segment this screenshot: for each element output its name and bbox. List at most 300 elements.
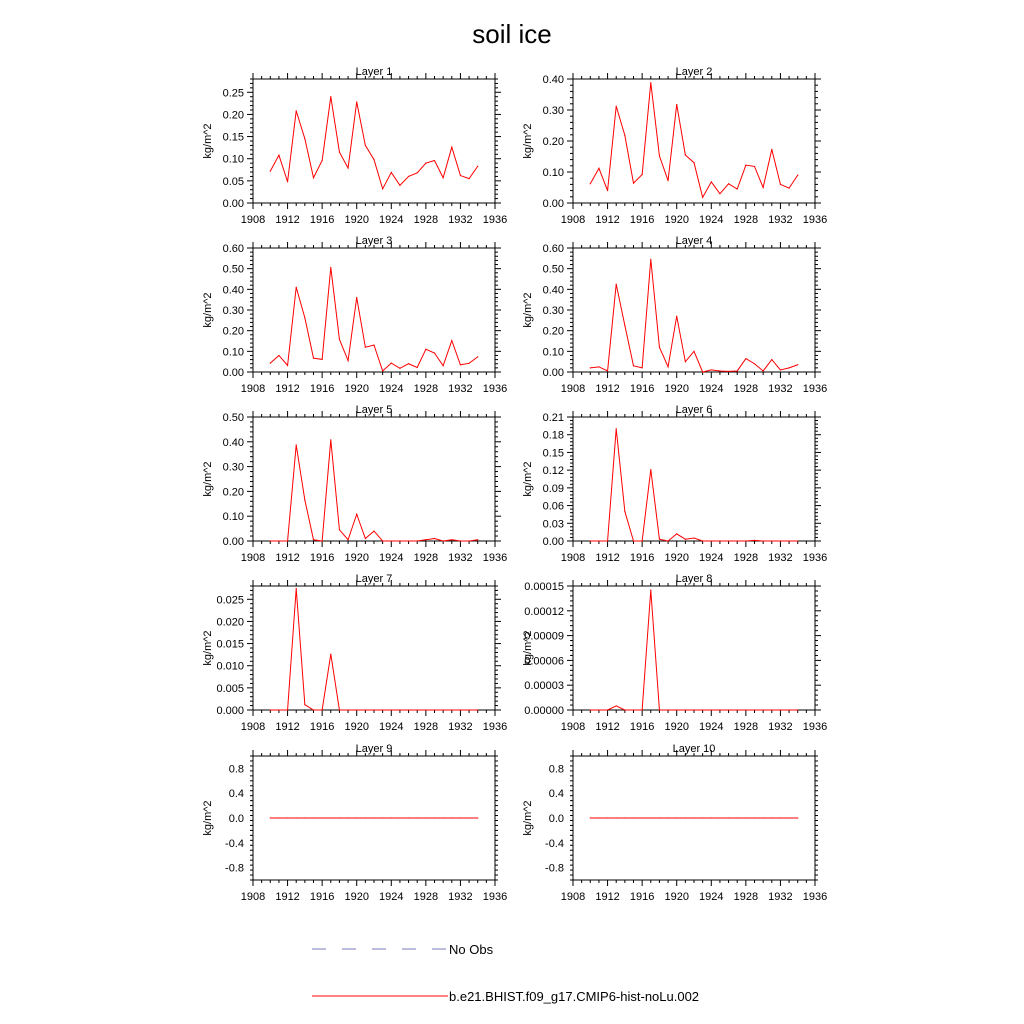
y-axis-label: kg/m^2 xyxy=(522,292,534,328)
data-point xyxy=(693,162,694,163)
plot-frame xyxy=(573,79,815,203)
data-point xyxy=(278,709,279,710)
x-tick-label: 1920 xyxy=(664,552,689,564)
panel-layer-2 xyxy=(522,66,827,226)
panel-title: Layer 4 xyxy=(675,235,713,247)
panel-title: Layer 5 xyxy=(355,404,393,416)
y-axis-label: kg/m^2 xyxy=(202,123,214,159)
data-point xyxy=(607,817,608,818)
x-tick-label: 1912 xyxy=(595,721,620,733)
x-tick-label: 1908 xyxy=(240,721,266,733)
y-tick-label: 0.30 xyxy=(222,461,244,474)
y-tick-label: 0.10 xyxy=(542,346,564,359)
x-tick-label: 1912 xyxy=(275,721,300,733)
data-point xyxy=(788,367,789,368)
data-point xyxy=(287,181,288,182)
data-point xyxy=(287,817,288,818)
y-tick-label: 0.20 xyxy=(542,136,564,148)
data-point xyxy=(685,539,686,540)
data-point xyxy=(373,159,374,160)
y-tick-label: 0.50 xyxy=(542,263,564,276)
y-tick-label: 0.40 xyxy=(222,284,244,297)
data-point xyxy=(425,817,426,818)
data-point xyxy=(771,817,772,818)
x-tick-label: 1928 xyxy=(413,214,439,226)
y-tick-label: 0.8 xyxy=(228,763,244,776)
data-point xyxy=(425,709,426,710)
data-point xyxy=(339,817,340,818)
data-point xyxy=(624,709,625,710)
y-tick-label: 0.015 xyxy=(216,638,244,651)
data-point xyxy=(330,654,331,655)
y-tick-label: 0.010 xyxy=(216,660,244,673)
series-line xyxy=(590,259,797,372)
data-point xyxy=(356,709,357,710)
data-point xyxy=(693,709,694,710)
data-point xyxy=(667,817,668,818)
data-point xyxy=(763,709,764,710)
y-tick-label: 0.18 xyxy=(542,429,564,442)
data-point xyxy=(763,187,764,188)
data-point xyxy=(685,709,686,710)
y-tick-label: 0.30 xyxy=(542,105,564,117)
y-tick-label: 0.20 xyxy=(222,109,244,122)
data-point xyxy=(780,540,781,541)
data-point xyxy=(460,709,461,710)
data-point xyxy=(624,817,625,818)
series-line xyxy=(590,590,797,710)
data-point xyxy=(382,817,383,818)
x-tick-label: 1920 xyxy=(344,383,369,395)
data-point xyxy=(322,709,323,710)
data-point xyxy=(408,817,409,818)
data-point xyxy=(477,166,478,167)
series-line xyxy=(270,97,477,189)
y-tick-label: 0.8 xyxy=(548,763,564,776)
data-point xyxy=(339,529,340,530)
y-tick-label: 0.025 xyxy=(216,594,244,607)
data-point xyxy=(598,817,599,818)
data-point xyxy=(278,817,279,818)
y-tick-label: -0.4 xyxy=(225,837,244,850)
data-point xyxy=(780,184,781,185)
y-tick-label: 0.30 xyxy=(222,305,244,317)
panel-title: Layer 7 xyxy=(355,573,393,585)
data-point xyxy=(443,365,444,366)
y-tick-label: 0.60 xyxy=(222,243,244,255)
data-point xyxy=(728,371,729,372)
y-tick-label: 0.00009 xyxy=(524,630,564,643)
y-tick-label: 0.10 xyxy=(542,167,564,179)
data-point xyxy=(322,540,323,541)
data-point xyxy=(451,340,452,341)
panel-layer-8 xyxy=(522,573,827,733)
data-point xyxy=(711,369,712,370)
data-point xyxy=(780,369,781,370)
x-tick-label: 1936 xyxy=(802,552,828,564)
x-tick-label: 1908 xyxy=(240,891,266,903)
y-tick-label: 0.00000 xyxy=(524,705,564,717)
x-tick-label: 1924 xyxy=(699,721,724,733)
data-point xyxy=(771,540,772,541)
data-point xyxy=(434,817,435,818)
panel-layer-9 xyxy=(202,743,507,903)
x-tick-label: 1928 xyxy=(413,721,439,733)
data-point xyxy=(304,499,305,500)
data-point xyxy=(590,540,591,541)
data-point xyxy=(763,817,764,818)
y-axis-label: kg/m^2 xyxy=(522,630,534,666)
data-point xyxy=(278,540,279,541)
y-tick-label: 0.12 xyxy=(542,465,564,478)
x-tick-label: 1928 xyxy=(413,383,439,395)
data-point xyxy=(313,539,314,540)
data-point xyxy=(477,539,478,540)
y-tick-label: 0.40 xyxy=(542,284,564,297)
data-point xyxy=(633,365,634,366)
data-point xyxy=(728,183,729,184)
data-point xyxy=(719,193,720,194)
y-tick-label: 0.40 xyxy=(222,436,244,449)
panel-title: Layer 9 xyxy=(355,743,393,755)
data-point xyxy=(737,709,738,710)
data-point xyxy=(737,817,738,818)
x-tick-label: 1916 xyxy=(629,383,655,395)
data-point xyxy=(642,174,643,175)
y-tick-label: 0.0 xyxy=(548,813,564,825)
y-tick-label: 0.15 xyxy=(222,131,244,144)
x-tick-label: 1920 xyxy=(664,383,689,395)
panel-layer-4 xyxy=(522,235,827,395)
data-point xyxy=(616,817,617,818)
data-point xyxy=(702,817,703,818)
y-tick-label: 0.00 xyxy=(222,198,244,210)
data-point xyxy=(287,365,288,366)
data-point xyxy=(287,540,288,541)
x-tick-label: 1912 xyxy=(595,891,620,903)
data-point xyxy=(417,709,418,710)
data-point xyxy=(382,370,383,371)
data-point xyxy=(719,540,720,541)
x-tick-label: 1924 xyxy=(699,891,724,903)
data-point xyxy=(373,709,374,710)
data-point xyxy=(356,514,357,515)
data-point xyxy=(598,366,599,367)
data-point xyxy=(408,363,409,364)
data-point xyxy=(737,540,738,541)
x-tick-label: 1916 xyxy=(629,552,655,564)
data-point xyxy=(642,367,643,368)
y-tick-label: 0.20 xyxy=(222,325,244,338)
data-point xyxy=(607,540,608,541)
panel-title: Layer 10 xyxy=(672,743,716,755)
data-point xyxy=(365,538,366,539)
y-tick-label: 0.00003 xyxy=(524,680,564,693)
y-tick-label: 0.00 xyxy=(542,198,564,210)
panel-layer-7 xyxy=(202,573,507,733)
data-point xyxy=(616,106,617,107)
data-point xyxy=(322,160,323,161)
x-tick-label: 1936 xyxy=(482,891,508,903)
data-point xyxy=(771,359,772,360)
data-point xyxy=(676,316,677,317)
data-point xyxy=(693,817,694,818)
x-tick-label: 1936 xyxy=(482,552,508,564)
data-point xyxy=(693,351,694,352)
x-tick-label: 1920 xyxy=(664,721,689,733)
data-point xyxy=(417,817,418,818)
x-tick-label: 1932 xyxy=(448,214,473,226)
data-point xyxy=(788,709,789,710)
x-tick-label: 1928 xyxy=(733,721,759,733)
y-axis-label: kg/m^2 xyxy=(522,461,534,497)
data-point xyxy=(330,817,331,818)
legend-label-model: b.e21.BHIST.f09_g17.CMIP6-hist-noLu.002 xyxy=(449,989,700,1004)
data-point xyxy=(763,540,764,541)
x-tick-label: 1932 xyxy=(448,552,473,564)
data-point xyxy=(313,358,314,359)
data-point xyxy=(642,817,643,818)
data-point xyxy=(330,96,331,97)
data-point xyxy=(702,540,703,541)
x-tick-label: 1912 xyxy=(275,552,300,564)
data-point xyxy=(763,370,764,371)
data-point xyxy=(616,705,617,706)
y-tick-label: 0.0 xyxy=(228,813,244,825)
data-point xyxy=(728,709,729,710)
data-point xyxy=(650,590,651,591)
data-point xyxy=(771,709,772,710)
data-point xyxy=(270,817,271,818)
data-point xyxy=(590,367,591,368)
data-point xyxy=(797,175,798,176)
x-tick-label: 1912 xyxy=(595,383,620,395)
data-point xyxy=(598,540,599,541)
data-point xyxy=(347,167,348,168)
panel-layer-3 xyxy=(202,235,507,395)
x-tick-label: 1920 xyxy=(344,552,369,564)
data-point xyxy=(780,817,781,818)
data-point xyxy=(676,533,677,534)
data-point xyxy=(728,540,729,541)
data-point xyxy=(711,817,712,818)
data-point xyxy=(624,135,625,136)
data-point xyxy=(270,171,271,172)
x-tick-label: 1924 xyxy=(379,721,404,733)
y-tick-label: 0.00015 xyxy=(524,581,564,593)
y-axis-label: kg/m^2 xyxy=(202,800,214,836)
y-tick-label: 0.10 xyxy=(222,346,244,359)
plot-frame xyxy=(573,586,815,710)
data-point xyxy=(408,540,409,541)
data-point xyxy=(443,817,444,818)
y-tick-label: 0.50 xyxy=(222,412,244,424)
data-point xyxy=(425,349,426,350)
x-tick-label: 1928 xyxy=(733,552,759,564)
y-tick-label: 0.21 xyxy=(542,412,564,424)
data-point xyxy=(304,138,305,139)
data-point xyxy=(365,709,366,710)
data-point xyxy=(745,540,746,541)
data-point xyxy=(754,540,755,541)
data-point xyxy=(434,538,435,539)
data-point xyxy=(590,817,591,818)
data-point xyxy=(322,817,323,818)
x-tick-label: 1928 xyxy=(733,383,759,395)
data-point xyxy=(434,160,435,161)
data-point xyxy=(788,817,789,818)
data-point xyxy=(347,709,348,710)
data-point xyxy=(711,709,712,710)
x-tick-label: 1932 xyxy=(768,383,793,395)
x-tick-label: 1936 xyxy=(802,721,828,733)
data-point xyxy=(642,540,643,541)
data-point xyxy=(676,104,677,105)
legend xyxy=(312,942,699,1004)
y-axis-label: kg/m^2 xyxy=(202,630,214,666)
data-point xyxy=(676,817,677,818)
x-tick-label: 1916 xyxy=(629,891,655,903)
data-point xyxy=(443,177,444,178)
data-point xyxy=(399,540,400,541)
x-tick-label: 1912 xyxy=(595,552,620,564)
data-point xyxy=(270,540,271,541)
y-tick-label: 0.25 xyxy=(222,87,244,100)
data-point xyxy=(607,190,608,191)
data-point xyxy=(391,817,392,818)
x-tick-label: 1908 xyxy=(560,214,586,226)
y-tick-label: 0.03 xyxy=(542,518,564,531)
data-point xyxy=(797,817,798,818)
plot-frame xyxy=(253,79,495,203)
data-point xyxy=(607,709,608,710)
data-point xyxy=(425,163,426,164)
data-point xyxy=(339,151,340,152)
data-point xyxy=(745,817,746,818)
data-point xyxy=(633,817,634,818)
data-point xyxy=(667,366,668,367)
data-point xyxy=(468,178,469,179)
data-point xyxy=(788,188,789,189)
panel-layer-10 xyxy=(522,743,827,903)
x-tick-label: 1928 xyxy=(733,891,759,903)
data-point xyxy=(693,537,694,538)
data-point xyxy=(754,166,755,167)
data-point xyxy=(477,709,478,710)
series-line xyxy=(590,83,797,198)
data-point xyxy=(659,155,660,156)
data-point xyxy=(356,297,357,298)
data-point xyxy=(788,540,789,541)
data-point xyxy=(797,709,798,710)
series-line xyxy=(270,589,477,710)
data-point xyxy=(451,539,452,540)
x-tick-label: 1932 xyxy=(768,214,793,226)
y-tick-label: 0.60 xyxy=(542,243,564,255)
y-tick-label: 0.06 xyxy=(542,500,564,513)
y-tick-label: -0.4 xyxy=(545,837,564,850)
data-point xyxy=(745,358,746,359)
data-point xyxy=(460,175,461,176)
data-point xyxy=(443,709,444,710)
x-tick-label: 1920 xyxy=(344,891,369,903)
data-point xyxy=(287,709,288,710)
legend-label-no-obs: No Obs xyxy=(449,942,494,957)
data-point xyxy=(590,183,591,184)
x-tick-label: 1932 xyxy=(448,891,473,903)
panel-grid xyxy=(202,66,827,903)
data-point xyxy=(477,356,478,357)
y-tick-label: -0.8 xyxy=(545,862,564,875)
x-tick-label: 1916 xyxy=(309,214,335,226)
data-point xyxy=(667,709,668,710)
data-point xyxy=(434,709,435,710)
data-point xyxy=(659,347,660,348)
x-tick-label: 1908 xyxy=(560,552,586,564)
data-point xyxy=(339,339,340,340)
figure-title: soil ice xyxy=(472,19,552,49)
data-point xyxy=(468,363,469,364)
x-tick-label: 1908 xyxy=(560,383,586,395)
x-tick-label: 1936 xyxy=(482,721,508,733)
x-tick-label: 1936 xyxy=(802,383,828,395)
data-point xyxy=(607,370,608,371)
data-point xyxy=(425,539,426,540)
y-tick-label: 0.10 xyxy=(222,511,244,524)
data-point xyxy=(659,817,660,818)
series-line xyxy=(270,440,477,541)
data-point xyxy=(296,817,297,818)
x-tick-label: 1928 xyxy=(413,552,439,564)
data-point xyxy=(468,540,469,541)
x-tick-label: 1936 xyxy=(802,891,828,903)
y-tick-label: 0.30 xyxy=(542,305,564,317)
data-point xyxy=(685,154,686,155)
y-tick-label: 0.00 xyxy=(222,367,244,379)
series-line xyxy=(590,429,797,541)
y-tick-label: 0.00 xyxy=(222,536,244,548)
data-point xyxy=(633,709,634,710)
y-tick-label: 0.005 xyxy=(216,682,244,695)
data-point xyxy=(659,709,660,710)
data-point xyxy=(598,168,599,169)
x-tick-label: 1912 xyxy=(275,214,300,226)
panel-title: Layer 3 xyxy=(355,235,393,247)
data-point xyxy=(313,709,314,710)
x-tick-label: 1932 xyxy=(768,552,793,564)
data-point xyxy=(616,428,617,429)
data-point xyxy=(460,817,461,818)
data-point xyxy=(616,284,617,285)
data-point xyxy=(365,145,366,146)
x-tick-label: 1924 xyxy=(699,214,724,226)
data-point xyxy=(451,709,452,710)
data-point xyxy=(373,530,374,531)
x-tick-label: 1908 xyxy=(240,383,266,395)
data-point xyxy=(330,267,331,268)
data-point xyxy=(650,82,651,83)
data-point xyxy=(330,439,331,440)
data-point xyxy=(711,540,712,541)
data-point xyxy=(391,540,392,541)
x-tick-label: 1924 xyxy=(699,383,724,395)
data-point xyxy=(460,364,461,365)
data-point xyxy=(797,364,798,365)
data-point xyxy=(745,165,746,166)
x-tick-label: 1924 xyxy=(379,891,404,903)
x-tick-label: 1936 xyxy=(482,214,508,226)
data-point xyxy=(278,355,279,356)
